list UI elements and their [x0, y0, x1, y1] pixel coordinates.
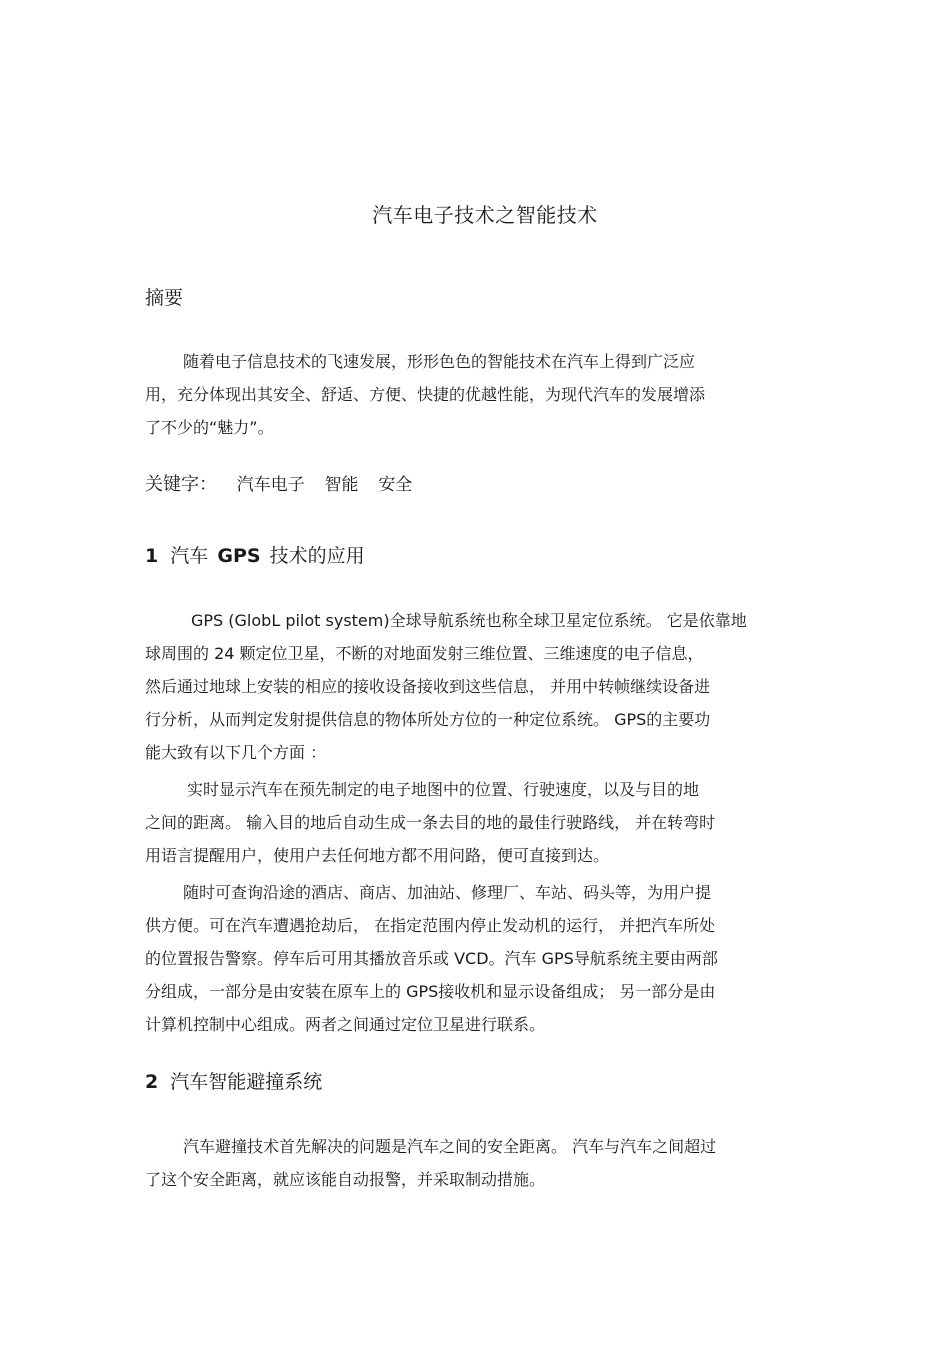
paragraph-line: 计算机控制中心组成。两者之间通过定位卫星进行联系。	[145, 1015, 546, 1034]
paragraph-line: 行分析，从而判定发射提供信息的物体所处方位的一种定位系统。 GPS的主要功	[145, 710, 711, 729]
section-1-paragraph-1	[145, 604, 805, 769]
paragraph-line: 随时可查询沿途的酒店、商店、加油站、修理厂、车站、码头等，为用户提	[183, 883, 712, 902]
abstract-line: 用，充分体现出其安全、舒适、方便、快捷的优越性能，为现代汽车的发展增添	[145, 385, 706, 404]
document-title: 汽车电子技术之智能技术	[372, 203, 598, 227]
keyword: 安全	[378, 475, 413, 495]
paragraph-line: 之间的距离。 输入目的地后自动生成一条去目的地的最佳行驶路线， 并在转弯时	[145, 813, 716, 832]
abstract-line: 了不少的“魅力”。	[145, 418, 274, 437]
paragraph-line: 然后通过地球上安装的相应的接收设备接收到这些信息， 并用中转帧继续设备进	[145, 677, 711, 696]
abstract-line: 随着电子信息技术的飞速发展，形形色色的智能技术在汽车上得到广泛应	[183, 352, 696, 371]
section-1-paragraph-2	[145, 773, 805, 872]
keywords-line	[145, 472, 412, 498]
section-2-heading	[145, 1069, 322, 1095]
section-title-prefix: 汽车	[170, 545, 209, 567]
section-1-heading	[145, 543, 365, 569]
paragraph-line: GPS (GlobL pilot system)全球导航系统也称全球卫星定位系统。 它是依靠地	[191, 611, 747, 630]
paragraph-line: 分组成，一部分是由安装在原车上的 GPS接收机和显示设备组成； 另一部分是由	[145, 982, 716, 1001]
paragraph-line: 实时显示汽车在预先制定的电子地图中的位置、行驶速度，以及与目的地	[187, 780, 700, 799]
section-number: 1	[145, 545, 159, 567]
paragraph-line: 了这个安全距离，就应该能自动报警，并采取制动措施。	[145, 1170, 546, 1189]
abstract-heading: 摘要	[145, 287, 184, 309]
paragraph-line: 汽车避撞技术首先解决的问题是汽车之间的安全距离。 汽车与汽车之间超过	[183, 1137, 717, 1156]
abstract-paragraph	[145, 345, 805, 444]
keywords-label: 关键字：	[145, 474, 217, 495]
section-title: 汽车智能避撞系统	[170, 1071, 323, 1093]
paragraph-line: 的位置报告警察。停车后可用其播放音乐或 VCD。汽车 GPS导航系统主要由两部	[145, 949, 718, 968]
paragraph-line: 能大致有以下几个方面 ：	[145, 743, 327, 762]
section-number: 2	[145, 1071, 159, 1093]
paragraph-line: 供方便。可在汽车遭遇抢劫后， 在指定范围内停止发动机的运行， 并把汽车所处	[145, 916, 716, 935]
keyword: 智能	[324, 475, 359, 495]
section-title-suffix: 技术的应用	[269, 545, 365, 567]
section-title-bold: GPS	[217, 545, 261, 567]
paragraph-line: 用语言提醒用户，使用户去任何地方都不用问路，便可直接到达。	[145, 846, 610, 865]
section-2-paragraph-1	[145, 1130, 805, 1196]
section-1-paragraph-3	[145, 876, 805, 1041]
keyword: 汽车电子	[236, 475, 305, 495]
paragraph-line: 球周围的 24 颗定位卫星，不断的对地面发射三维位置、三维速度的电子信息，	[145, 644, 704, 663]
